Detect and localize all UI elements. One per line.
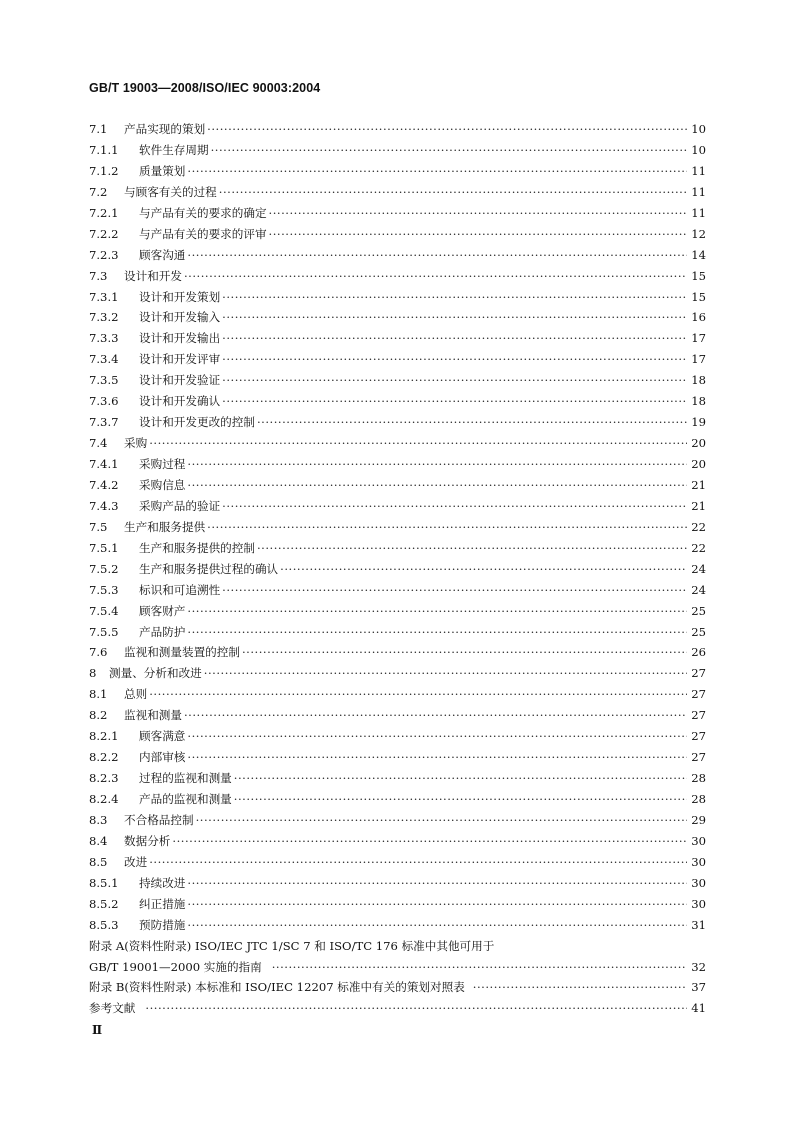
toc-entry-page: 27 xyxy=(691,666,706,681)
toc-entry-title: 顾客满意 xyxy=(139,729,186,744)
dot-leader xyxy=(204,663,687,684)
dot-leader xyxy=(222,370,687,391)
dot-leader xyxy=(187,475,687,496)
toc-entry[interactable] xyxy=(89,684,706,705)
toc-entry-number: 8.5.1 xyxy=(89,875,119,890)
toc-entry-title: 设计和开发评审 xyxy=(139,352,221,367)
toc-appendix-a-line1[interactable] xyxy=(89,936,706,957)
dot-leader xyxy=(222,496,687,517)
toc-appendix-b[interactable] xyxy=(89,977,706,998)
toc-entry-number: 7.3.5 xyxy=(89,373,119,388)
toc-entry-page: 20 xyxy=(691,457,706,471)
toc-entry-page: 26 xyxy=(691,645,706,660)
toc-entry-page: 27 xyxy=(691,729,706,744)
toc-entry-title: 设计和开发更改的控制 xyxy=(139,415,255,430)
dot-leader xyxy=(272,957,687,978)
toc-entry-title: 顾客财产 xyxy=(139,603,186,618)
toc-appendix-a-line2[interactable] xyxy=(89,957,706,978)
toc-entry-title: 与产品有关的要求的确定 xyxy=(139,205,267,220)
document-header: GB/T 19003—2008/ISO/IEC 90003:2004 xyxy=(89,81,321,95)
toc-entry-page: 28 xyxy=(691,792,706,806)
dot-leader xyxy=(211,140,687,161)
toc-entry-number: 7.1 xyxy=(89,122,108,136)
toc-entry-title: 软件生存周期 xyxy=(139,142,209,157)
toc-entry-title: 过程的监视和测量 xyxy=(139,771,232,786)
dot-leader xyxy=(222,307,687,328)
toc-entry-page: 18 xyxy=(691,373,706,388)
toc-entry-title: 设计和开发输入 xyxy=(139,310,221,325)
toc-entry-page: 27 xyxy=(691,708,706,723)
toc-entry[interactable] xyxy=(89,391,706,412)
toc-entry[interactable] xyxy=(89,580,706,601)
toc-entry-title: 设计和开发输出 xyxy=(139,331,221,346)
toc-entry-title: 监视和测量 xyxy=(124,708,182,723)
dot-leader xyxy=(473,977,687,998)
dot-leader xyxy=(222,580,687,601)
toc-entry[interactable] xyxy=(89,705,706,726)
dot-leader xyxy=(187,726,687,747)
toc-entry-number: 7.2 xyxy=(89,184,108,199)
toc-entry[interactable] xyxy=(89,622,706,643)
toc-entry-title: 产品防护 xyxy=(139,624,186,639)
toc-entry[interactable] xyxy=(89,454,706,475)
toc-entry-title: 持续改进 xyxy=(139,875,186,890)
toc-entry-page: 30 xyxy=(691,875,706,890)
toc-entry[interactable] xyxy=(89,307,706,328)
dot-leader xyxy=(222,349,687,370)
toc-entry-number: 7.1.2 xyxy=(89,163,119,178)
toc-entry-number: 7.2.3 xyxy=(89,247,119,262)
toc-entry-title: 附录 B(资料性附录) 本标准和 ISO/IEC 12207 标准中有关的策划对照表 xyxy=(89,980,465,995)
toc-entry-page: 20 xyxy=(691,436,706,451)
page-number-footer: Ⅱ xyxy=(92,1023,103,1037)
toc-entry[interactable] xyxy=(89,203,706,224)
toc-entry-page: 24 xyxy=(691,561,706,576)
toc-entry[interactable] xyxy=(89,224,706,245)
toc-entry[interactable] xyxy=(89,266,706,287)
toc-entry-number: 7.4.1 xyxy=(89,457,119,471)
toc-entry-title: 设计和开发确认 xyxy=(139,394,221,409)
toc-entry-number: 7.3 xyxy=(89,268,108,283)
toc-entry[interactable] xyxy=(89,726,706,747)
toc-entry[interactable] xyxy=(89,768,706,789)
toc-entry[interactable] xyxy=(89,140,706,161)
dot-leader xyxy=(187,873,687,894)
toc-entry-page: 10 xyxy=(691,122,706,136)
toc-entry-title: 采购 xyxy=(124,436,148,451)
dot-leader xyxy=(187,915,687,936)
dot-leader xyxy=(187,161,687,182)
dot-leader xyxy=(207,119,687,140)
toc-entry-title: 纠正措施 xyxy=(139,896,186,911)
dot-leader xyxy=(149,852,687,873)
toc-entry-number: 7.6 xyxy=(89,645,108,660)
dot-leader xyxy=(187,894,687,915)
toc-entry-title: 质量策划 xyxy=(139,163,186,178)
toc-entry-title: 生产和服务提供过程的确认 xyxy=(139,561,279,576)
toc-entry-number: 7.5.1 xyxy=(89,540,119,555)
toc-entry-number: 7.3.1 xyxy=(89,289,119,304)
toc-entry[interactable] xyxy=(89,433,706,454)
toc-entry-number: 7.3.6 xyxy=(89,394,119,409)
dot-leader xyxy=(149,684,687,705)
dot-leader xyxy=(257,538,687,559)
toc-entry-page: 25 xyxy=(691,624,706,639)
dot-leader xyxy=(187,601,687,622)
toc-entry-title: 产品实现的策划 xyxy=(124,122,206,136)
dot-leader xyxy=(222,287,687,308)
toc-entry[interactable] xyxy=(89,182,706,203)
toc-entry[interactable] xyxy=(89,517,706,538)
toc-entry-title: 不合格品控制 xyxy=(124,812,194,827)
toc-entry-title: 采购产品的验证 xyxy=(139,498,221,513)
dot-leader xyxy=(172,831,687,852)
toc-entry[interactable] xyxy=(89,915,706,936)
toc-entry-title: GB/T 19001—2000 实施的指南 xyxy=(89,959,262,974)
dot-leader xyxy=(219,182,687,203)
toc-entry-title: 采购过程 xyxy=(139,457,186,471)
toc-entry-number: 8.2.2 xyxy=(89,750,119,765)
toc-entry[interactable] xyxy=(89,328,706,349)
toc-entry-title: 测量、分析和改进 xyxy=(109,666,202,681)
toc-entry-page: 17 xyxy=(691,352,706,367)
dot-leader xyxy=(234,789,687,810)
dot-leader xyxy=(242,642,687,663)
toc-entry-title: 与顾客有关的过程 xyxy=(124,184,217,199)
dot-leader xyxy=(234,768,687,789)
toc-entry[interactable] xyxy=(89,475,706,496)
toc-entry-page: 30 xyxy=(691,896,706,911)
toc-entry[interactable] xyxy=(89,663,706,684)
toc-entry-number: 8 xyxy=(89,666,97,681)
dot-leader xyxy=(149,433,687,454)
toc-entry-page: 11 xyxy=(691,163,706,178)
table-of-contents xyxy=(89,119,706,1019)
toc-entry-title: 改进 xyxy=(124,854,148,869)
toc-entry[interactable] xyxy=(89,119,706,140)
toc-entry-page: 30 xyxy=(691,833,706,848)
toc-entry-page: 27 xyxy=(691,750,706,765)
toc-entry-page: 22 xyxy=(691,519,706,534)
toc-entry-number: 8.5 xyxy=(89,854,108,869)
toc-entry-number: 8.2.4 xyxy=(89,792,119,806)
toc-entry-number: 8.1 xyxy=(89,687,108,702)
toc-entry-page: 28 xyxy=(691,771,706,786)
toc-entry-title: 生产和服务提供 xyxy=(124,519,206,534)
toc-entry[interactable] xyxy=(89,370,706,391)
dot-leader xyxy=(196,810,687,831)
toc-entry-number: 7.4.2 xyxy=(89,477,119,492)
toc-entry-page: 15 xyxy=(691,268,706,283)
toc-entry[interactable] xyxy=(89,894,706,915)
toc-entry[interactable] xyxy=(89,831,706,852)
toc-entry-page: 30 xyxy=(691,854,706,869)
toc-entry-number: 7.3.2 xyxy=(89,310,119,325)
toc-entry[interactable] xyxy=(89,747,706,768)
toc-entry-number: 8.3 xyxy=(89,812,108,827)
toc-entry-title: 采购信息 xyxy=(139,477,186,492)
toc-entry[interactable] xyxy=(89,496,706,517)
toc-entry-page: 12 xyxy=(691,226,706,241)
toc-entry-page: 32 xyxy=(691,959,706,974)
toc-entry-number: 8.4 xyxy=(89,833,108,848)
toc-entry-title: 数据分析 xyxy=(124,833,171,848)
dot-leader xyxy=(280,559,687,580)
toc-entry-page: 29 xyxy=(691,812,706,827)
toc-entry[interactable] xyxy=(89,245,706,266)
toc-entry[interactable] xyxy=(89,601,706,622)
toc-entry-page: 19 xyxy=(691,415,706,430)
toc-entry[interactable] xyxy=(89,538,706,559)
toc-entry-number: 8.5.3 xyxy=(89,917,119,932)
dot-leader xyxy=(269,224,687,245)
toc-entry-title: 总则 xyxy=(124,687,148,702)
toc-entry-number: 8.2.1 xyxy=(89,729,119,744)
toc-entry-page: 17 xyxy=(691,331,706,346)
toc-entry[interactable] xyxy=(89,852,706,873)
dot-leader xyxy=(184,266,687,287)
toc-entry-number: 8.2.3 xyxy=(89,771,119,786)
toc-entry-title: 产品的监视和测量 xyxy=(139,792,232,806)
toc-entry-number: 7.3.7 xyxy=(89,415,119,430)
dot-leader xyxy=(207,517,687,538)
toc-entry[interactable] xyxy=(89,161,706,182)
toc-entry-page: 27 xyxy=(691,687,706,702)
toc-entry-title: 设计和开发策划 xyxy=(139,289,221,304)
toc-entry[interactable] xyxy=(89,873,706,894)
dot-leader xyxy=(257,412,687,433)
toc-entry-number: 7.5.2 xyxy=(89,561,119,576)
dot-leader xyxy=(222,391,687,412)
toc-entry-page: 11 xyxy=(691,184,706,199)
toc-references[interactable] xyxy=(89,998,706,1019)
toc-entry-title: 附录 A(资料性附录) ISO/IEC JTC 1/SC 7 和 ISO/TC 176 标准中其他可用于 xyxy=(89,938,495,953)
dot-leader xyxy=(222,328,687,349)
toc-entry-page: 25 xyxy=(691,603,706,618)
toc-entry-page: 16 xyxy=(691,310,706,325)
dot-leader xyxy=(145,998,687,1019)
toc-entry-page: 14 xyxy=(691,247,706,262)
toc-entry-number: 7.5.4 xyxy=(89,603,119,618)
toc-entry[interactable] xyxy=(89,412,706,433)
toc-entry-page: 24 xyxy=(691,582,706,597)
dot-leader xyxy=(184,705,687,726)
toc-entry-title: 顾客沟通 xyxy=(139,247,186,262)
toc-entry-page: 11 xyxy=(691,205,706,220)
toc-entry[interactable] xyxy=(89,349,706,370)
toc-entry[interactable] xyxy=(89,810,706,831)
toc-entry-number: 7.3.3 xyxy=(89,331,119,346)
toc-entry-number: 7.5 xyxy=(89,519,108,534)
toc-entry[interactable] xyxy=(89,789,706,810)
toc-entry-title: 参考文献 xyxy=(89,1001,136,1016)
toc-entry[interactable] xyxy=(89,559,706,580)
toc-entry-number: 7.4.3 xyxy=(89,498,119,513)
toc-entry-title: 设计和开发验证 xyxy=(139,373,221,388)
toc-entry-number: 7.5.5 xyxy=(89,624,119,639)
toc-entry-page: 31 xyxy=(691,917,706,932)
toc-entry[interactable] xyxy=(89,287,706,308)
toc-entry-page: 41 xyxy=(691,1001,706,1016)
toc-entry-number: 7.4 xyxy=(89,436,108,451)
toc-entry-number: 7.2.2 xyxy=(89,226,119,241)
toc-entry-number: 8.5.2 xyxy=(89,896,119,911)
toc-entry-title: 标识和可追溯性 xyxy=(139,582,221,597)
toc-entry-number: 7.1.1 xyxy=(89,142,119,157)
dot-leader xyxy=(269,203,687,224)
toc-entry-title: 监视和测量装置的控制 xyxy=(124,645,240,660)
toc-entry-number: 7.5.3 xyxy=(89,582,119,597)
toc-entry-page: 21 xyxy=(691,477,706,492)
dot-leader xyxy=(187,747,687,768)
toc-entry[interactable] xyxy=(89,642,706,663)
toc-entry-number: 7.3.4 xyxy=(89,352,119,367)
toc-entry-page: 37 xyxy=(691,980,706,995)
toc-entry-title: 预防措施 xyxy=(139,917,186,932)
toc-entry-page: 22 xyxy=(691,540,706,555)
toc-entry-page: 21 xyxy=(691,498,706,513)
dot-leader xyxy=(187,622,687,643)
toc-entry-page: 18 xyxy=(691,394,706,409)
toc-entry-title: 内部审核 xyxy=(139,750,186,765)
toc-entry-title: 设计和开发 xyxy=(124,268,182,283)
dot-leader xyxy=(187,245,687,266)
toc-entry-number: 7.2.1 xyxy=(89,205,119,220)
dot-leader xyxy=(187,454,687,475)
toc-entry-page: 15 xyxy=(691,289,706,304)
toc-entry-number: 8.2 xyxy=(89,708,108,723)
toc-entry-title: 生产和服务提供的控制 xyxy=(139,540,255,555)
toc-entry-title: 与产品有关的要求的评审 xyxy=(139,226,267,241)
toc-entry-page: 10 xyxy=(691,142,706,157)
